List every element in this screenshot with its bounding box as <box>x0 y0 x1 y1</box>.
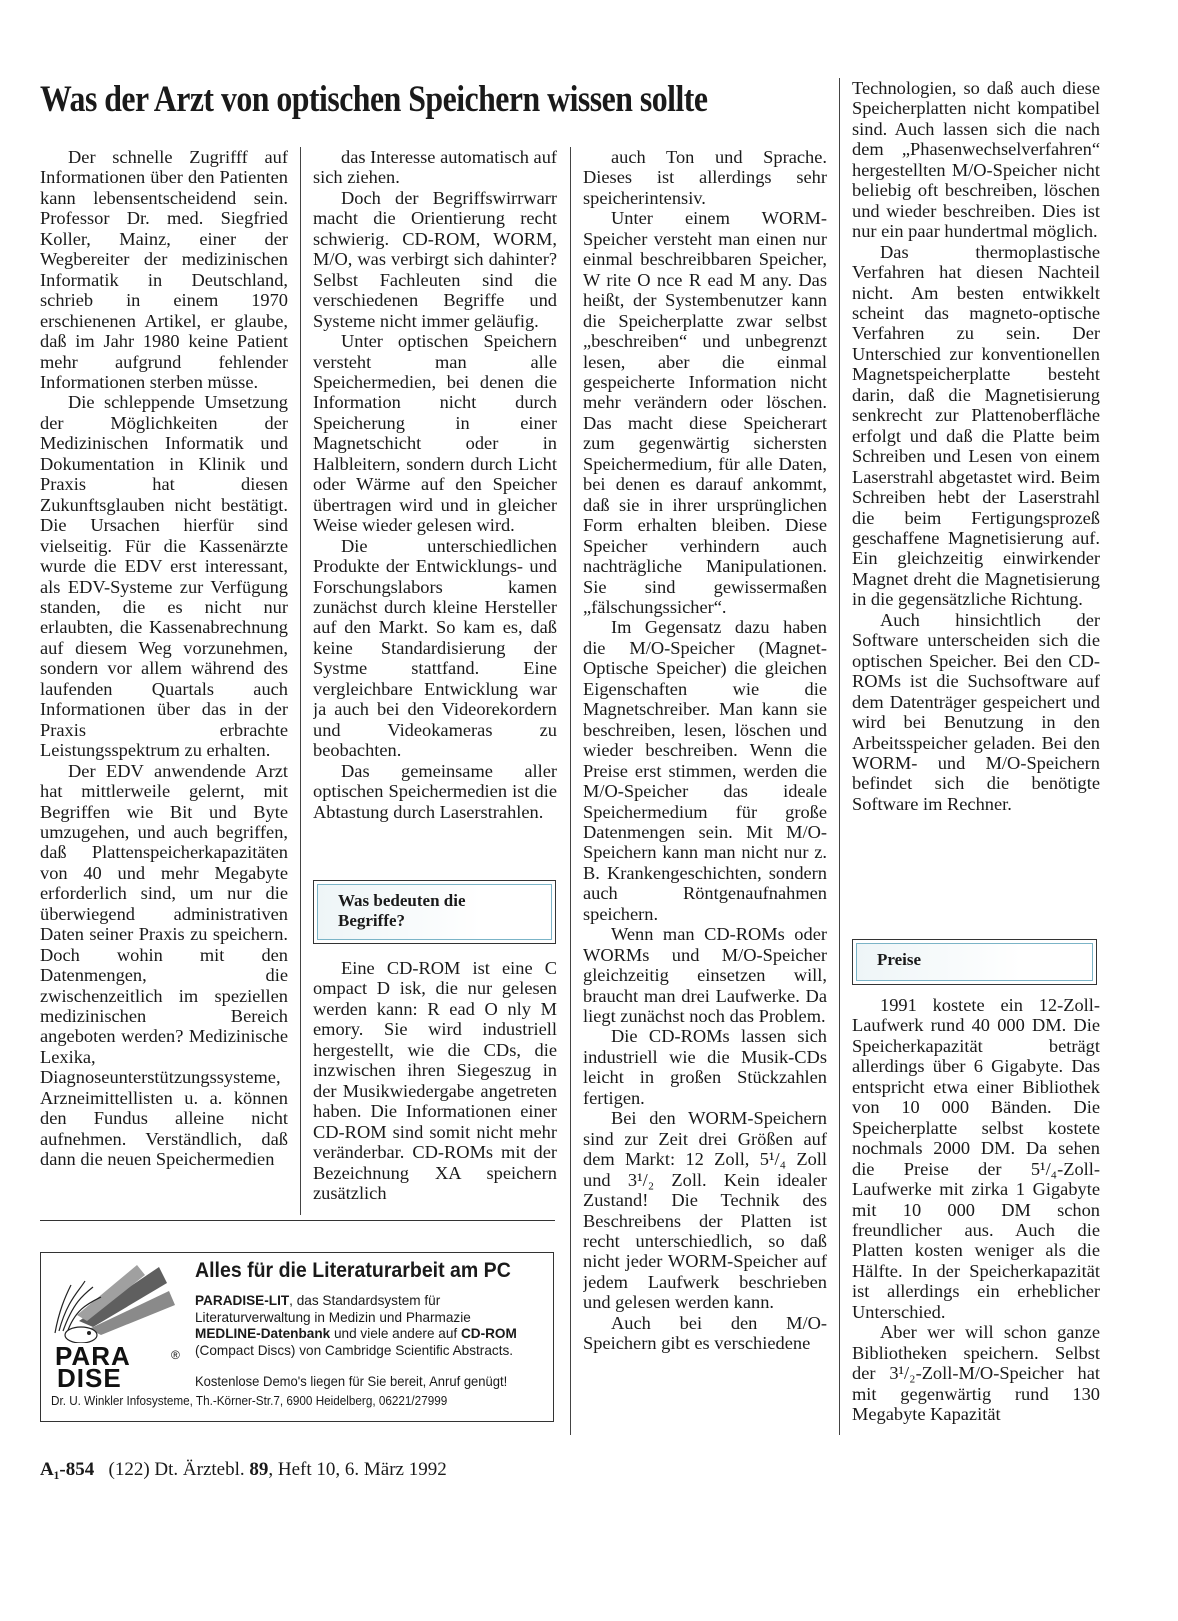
logo-text: PARA <box>55 1341 131 1371</box>
advert-address: Dr. U. Winkler Infosysteme, Th.-Körner-Str.7, 6900 Heidelberg, 06221/27999 <box>51 1394 448 1408</box>
page-number: (122) <box>108 1459 150 1480</box>
journal-volume: 89 <box>249 1459 269 1480</box>
registered-mark: ® <box>171 1348 180 1362</box>
advert-body: PARADISE-LIT, das Standardsystem für Literaturverwaltung in Medizin und Pharmazie MEDLINE-Datenbank und viele andere auf CD-ROM (Compact Discs) von Cambridge Scientific Abstracts. <box>195 1293 517 1358</box>
advert-headline: Alles für die Literaturarbeit am PC <box>195 1259 511 1282</box>
paragraph: Der EDV anwendende Arzt hat mittlerweile gelernt, mit Begriffen wie Bit und Byte umzugehen, und auch begriffen, daß Plattenspeicherkapazitäten von 40 und mehr Megabyte erforderlich sind, um nur die überwiegend administrativen Daten seiner Praxis zu speichern. Doch wohin mit den Datenmengen, die zwischenzeitlich im speziellen medizinischen Bereich angeboten werden? Medizinische Lexika, Diagnoseunterstützungssysteme, Arzneimittellisten u. a. können den Fundus alleine nicht aufnehmen. Verständlich, daß dann die neuen Speichermedien <box>40 760 288 1170</box>
paragraph: Der schnelle Zugrifff auf Informationen über den Patienten kann lebensentscheidend sein. Professor Dr. med. Siegfried Koller, Mainz, einer der Wegbereiter der medizinischen Informatik in Deutschland, schrieb in einem 1970 erschienenen Artikel, er glaube, daß im Jahr 1980 keine Patient mehr aufgrund fehlender Informationen sterben müsse. <box>40 147 288 392</box>
paradise-logo <box>49 1261 189 1391</box>
paragraph: Aber wer will schon ganze Bibliotheken speichern. Selbst der 3¹/₂-Zoll-M/O-Speicher hat mit gegenwärtig rund 130 Megabyte Kapazität <box>852 1322 1100 1425</box>
column-1 <box>40 147 288 1217</box>
journal-issue: , Heft 10, 6. März 1992 <box>268 1459 447 1480</box>
logo-text: DISE <box>57 1363 122 1391</box>
section-heading: Was bedeuten die Begriffe? <box>338 891 466 930</box>
paragraph: auch Ton und Sprache. Dieses ist allerdings sehr speicherintensiv. <box>583 147 827 208</box>
paragraph: Im Gegensatz dazu haben die M/O-Speicher (Magnet-Optische Speicher) die gleichen Eigenschaften wie die Magnetschreiber. Man kann sie beschreiben, lesen, löschen und wieder beschreiben. Wenn die Preise erst stimmen, werden die M/O-Speicher das ideale Speichermedium für große Datenmengen sein. Mit M/O-Speichern kann man nicht nur z. B. Krankengeschichten, sondern auch Röntgenaufnahmen speichern. <box>583 617 827 924</box>
column-2-continued <box>313 958 557 1220</box>
paragraph: das Interesse automatisch auf sich ziehen. <box>313 147 557 188</box>
section-box-preise <box>852 939 1097 985</box>
paragraph: Eine CD-ROM ist eine C ompact D isk, die nur gelesen werden kann: R ead O nly M emory. Sie wird industriell hergestellt, wie die CDs, die inzwischen ihren Siegeszug in der Musikwiedergabe angetreten haben. Die Informationen einer CD-ROM sind somit nicht mehr veränderbar. CD-ROMs mit der Bezeichnung XA speichern zusätzlich <box>313 958 557 1203</box>
page-folio: A₁-854 <box>40 1459 95 1480</box>
column-divider <box>570 147 571 1435</box>
paragraph: 1991 kostete ein 12-Zoll-Laufwerk rund 40 000 DM. Die Speicherkapazität beträgt allerdings über 6 Gigabyte. Das entspricht etwa einer Bibliothek von 10 000 Bänden. Die Speicherplatte selbst kostete nochmals 2000 DM. Da sehen die Preise der 5¹/₄-Zoll-Laufwerke mit zirka 1 Gigabyte mit 10 000 DM schon freundlicher aus. Auch die Platten kosten weniger als die Hälfte. In der Speicherkapazität ist allerdings ein erheblicher Unterschied. <box>852 995 1100 1322</box>
paragraph: Auch hinsichtlich der Software unterscheiden sich die optischen Speicher. Bei den CD-ROMs ist die Suchsoftware auf dem Datenträger gespeichert und wird bei Benutzung in den Arbeitsspeicher geladen. Bei den WORM- und M/O-Speichern befindet sich die benötigte Software im Rechner. <box>852 609 1100 814</box>
paragraph: Die unterschiedlichen Produkte der Entwicklungs- und Forschungslabors kamen zunächst durch kleine Hersteller auf den Markt. So kam es, daß keine Standardisierung der Systme stattfand. Eine vergleichbare Entwicklung war ja auch bei den Videorekordern und Videokameras zu beobachten. <box>313 535 557 761</box>
column-divider <box>300 147 301 1215</box>
article-title: Was der Arzt von optischen Speichern wissen sollte <box>40 79 708 120</box>
column-2 <box>313 147 557 863</box>
column-divider <box>839 78 840 1435</box>
paragraph: Die schleppende Umsetzung der Möglichkeiten der Medizinischen Informatik und Dokumentation in Klinik und Praxis hat diesen Zukunftsglauben nicht bestätigt. Die Ursachen hierfür sind vielseitig. Für die Kassenärzte wurde die EDV erst interessant, als EDV-Systeme zur Verfügung standen, die es nicht nur erlaubten, die Kassenabrechnung auf diesem Weg vorzunehmen, sondern vor allem während des laufenden Quartals auch Informationen über das in der Praxis erbrachte Leistungsspektrum zu erhalten. <box>40 392 288 761</box>
paragraph: Unter einem WORM-Speicher versteht man einen nur einmal beschreibbaren Speicher, W rite O nce R ead M any. Das heißt, der Systembenutzer kann die Speicherplatte zwar selbst „beschreiben“ und unbegrenzt lesen, aber die einmal gespeicherte Information nicht mehr verändern oder löschen. Das macht diese Speicherart zum gegenwärtig sichersten Speichermedium, für alle Daten, bei denen es darauf ankommt, daß sie in ihrer ursprünglichen Form erhalten bleiben. Diese Speicher verhindern auch nachträgliche Manipulationen. Sie sind gewissermaßen „fälschungssicher“. <box>583 208 827 617</box>
paragraph: Die CD-ROMs lassen sich industriell wie die Musik-CDs leicht in großen Stückzahlen fertigen. <box>583 1026 827 1108</box>
paragraph: Das gemeinsame aller optischen Speichermedien ist die Abtastung durch Laserstrahlen. <box>313 760 557 822</box>
paragraph: Bei den WORM-Speichern sind zur Zeit drei Größen auf dem Markt: 12 Zoll, 5¹/₄ Zoll und 3¹/₂ Zoll. Kein idealer Zustand! Die Technik des Beschreibens der Platten ist recht unterschiedlich, so daß nicht jeder WORM-Speicher auf jedem Laufwerk beschrieben und gelesen werden kann. <box>583 1108 827 1313</box>
advert-separator <box>40 1220 555 1221</box>
paragraph: Auch bei den M/O-Speichern gibt es verschiedene <box>583 1312 827 1354</box>
advertisement <box>40 1252 554 1422</box>
paragraph: Das thermoplastische Verfahren hat diesen Nachteil nicht. Am besten entwikkelt scheint das magneto-optische Verfahren zu sein. Der Unterschied zur konventionellen Magnetspeicherplatte besteht darin, daß die Magnetisierung senkrecht zur Plattenoberfläche erfolgt und daß die Platte beim Schreiben und Lesen von einem Laserstrahl abgetastet wird. Beim Schreiben hebt der Laserstrahl die beim Fertigungsprozeß geschaffene Magnetisierung auf. Ein gleichzeitig einwirkender Magnet dreht die Magnetisierung in die gegensätzliche Richtung. <box>852 241 1100 610</box>
page-footer <box>40 1459 447 1481</box>
paragraph: Doch der Begriffswirrwarr macht die Orientierung recht schwierig. CD-ROM, WORM, M/O, was verbirgt sich dahinter? Selbst Fachleuten sind die verschiedenen Begriffe und Systeme nicht immer geläufig. <box>313 187 557 331</box>
paragraph: Technologien, so daß auch diese Speicherplatten nicht kompatibel sind. Auch lassen sich die nach dem „Phasenwechselverfahren“ hergestellten M/O-Speicher nicht beliebig oft beschreiben, löschen und wieder beschreiben. Dies ist nur ein paar hundertmal möglich. <box>852 78 1100 242</box>
journal-name: Dt. Ärztebl. <box>154 1459 245 1480</box>
section-box-begriffe <box>313 880 556 944</box>
paragraph: Unter optischen Speichern versteht man alle Speichermedien, bei denen die Information nicht durch Speicherung in einer Magnetschicht oder in Halbleitern, sondern durch Licht oder Wärme auf den Speicher übertragen wird und in gleicher Weise wieder gelesen wird. <box>313 331 557 536</box>
paragraph: Wenn man CD-ROMs oder WORMs und M/O-Speicher gleichzeitig einsetzen will, braucht man drei Laufwerke. Da liegt zunächst noch das Problem. <box>583 924 827 1027</box>
column-4 <box>852 78 1100 918</box>
advert-call-to-action: Kostenlose Demo's liegen für Sie bereit, Anruf genügt! <box>195 1373 508 1389</box>
column-4-continued <box>852 995 1100 1435</box>
column-3 <box>583 147 827 1437</box>
section-heading: Preise <box>877 950 922 969</box>
